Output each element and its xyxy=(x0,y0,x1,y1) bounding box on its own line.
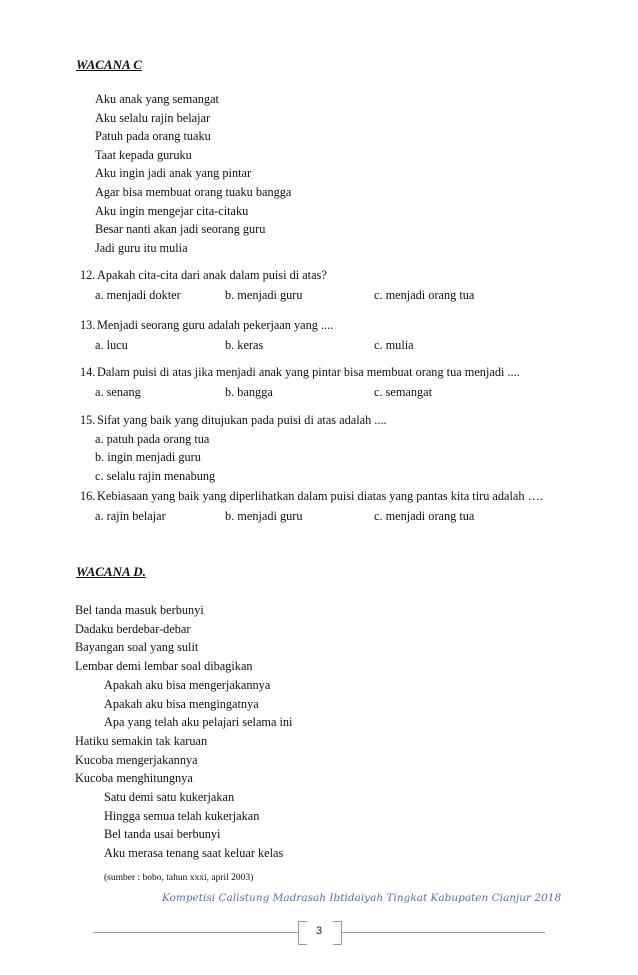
poem-c-line: Taat kepada guruku xyxy=(95,147,192,162)
poem-d-line: Lembar demi lembar soal dibagikan xyxy=(75,659,253,674)
question-number: 13. xyxy=(80,318,96,332)
poem-c-line: Agar bisa membuat orang tuaku bangga xyxy=(95,185,292,199)
question-option: b. menjadi guru xyxy=(225,509,303,523)
question-option: c. menjadi orang tua xyxy=(374,509,475,523)
question-text: Kebiasaan yang baik yang diperlihatkan dalam puisi diatas yang pantas kita tiru adalah …. xyxy=(97,489,543,503)
poem-d-line: Dadaku berdebar-debar xyxy=(75,621,191,636)
footer-rule-right xyxy=(341,932,545,933)
question-option: b. menjadi guru xyxy=(225,288,303,302)
poem-d-line: Bel tanda usai berbunyi xyxy=(104,827,221,842)
poem-c-line: Aku ingin mengejar cita-citaku xyxy=(95,203,249,218)
question-text: Apakah cita-cita dari anak dalam puisi di atas? xyxy=(97,268,327,282)
question-option: b. bangga xyxy=(225,385,273,399)
footer-title: Kompetisi Calistung Madrasah Ibtidaiyah Tingkat Kabupaten Cianjur 2018 xyxy=(162,892,562,904)
poem-source: (sumber : bobo, tahun xxxi, april 2003) xyxy=(104,873,254,883)
poem-d-line: Apakah aku bisa mengerjakannya xyxy=(104,677,271,692)
question-number: 16. xyxy=(80,489,96,503)
page-bracket-left xyxy=(298,921,307,945)
question-option: c. semangat xyxy=(374,385,433,399)
question-option: a. patuh pada orang tua xyxy=(95,431,210,446)
question-option: b. ingin menjadi guru xyxy=(95,450,201,464)
question-option: a. lucu xyxy=(95,338,128,352)
question-number: 15. xyxy=(80,413,96,427)
poem-d-line: Aku merasa tenang saat keluar kelas xyxy=(104,846,284,861)
question-number: 14. xyxy=(80,365,96,379)
section-d-heading: WACANA D. xyxy=(76,564,146,579)
question-option: c. mulia xyxy=(374,338,414,352)
question-option: a. rajin belajar xyxy=(95,509,166,523)
page-number: 3 xyxy=(316,925,323,937)
poem-d-line: Apakah aku bisa mengingatnya xyxy=(104,696,259,711)
question-option: c. menjadi orang tua xyxy=(374,288,475,302)
poem-c-line: Patuh pada orang tuaku xyxy=(95,129,211,144)
poem-d-line: Hingga semua telah kukerjakan xyxy=(104,808,260,823)
poem-d-line: Kucoba menghitungnya xyxy=(75,771,193,786)
poem-c-line: Besar nanti akan jadi seorang guru xyxy=(95,222,266,237)
poem-c-line: Aku anak yang semangat xyxy=(95,92,219,106)
page-bracket-right xyxy=(333,921,342,945)
footer-rule-left xyxy=(93,932,298,933)
poem-c-line: Jadi guru itu mulia xyxy=(95,240,188,255)
question-option: b. keras xyxy=(225,338,264,352)
section-c-heading: WACANA C xyxy=(76,57,142,72)
question-option: a. menjadi dokter xyxy=(95,288,181,302)
poem-d-line: Apa yang telah aku pelajari selama ini xyxy=(104,715,293,730)
poem-d-line: Hatiku semakin tak karuan xyxy=(75,733,208,748)
question-option: c. selalu rajin menabung xyxy=(95,468,216,483)
poem-d-line: Bayangan soal yang sulit xyxy=(75,640,199,655)
question-text: Dalam puisi di atas jika menjadi anak yang pintar bisa membuat orang tua menjadi .... xyxy=(97,365,520,379)
poem-c-line: Aku ingin jadi anak yang pintar xyxy=(95,166,252,181)
poem-d-line: Bel tanda masuk berbunyi xyxy=(75,603,204,617)
poem-d-line: Kucoba mengerjakannya xyxy=(75,752,198,767)
poem-d-line: Satu demi satu kukerjakan xyxy=(104,790,235,804)
question-option: a. senang xyxy=(95,385,141,399)
question-number: 12. xyxy=(80,268,96,282)
question-text: Sifat yang baik yang ditujukan pada puisi di atas adalah .... xyxy=(97,413,387,427)
question-text: Menjadi seorang guru adalah pekerjaan yang .... xyxy=(97,318,334,332)
poem-c-line: Aku selalu rajin belajar xyxy=(95,110,211,125)
